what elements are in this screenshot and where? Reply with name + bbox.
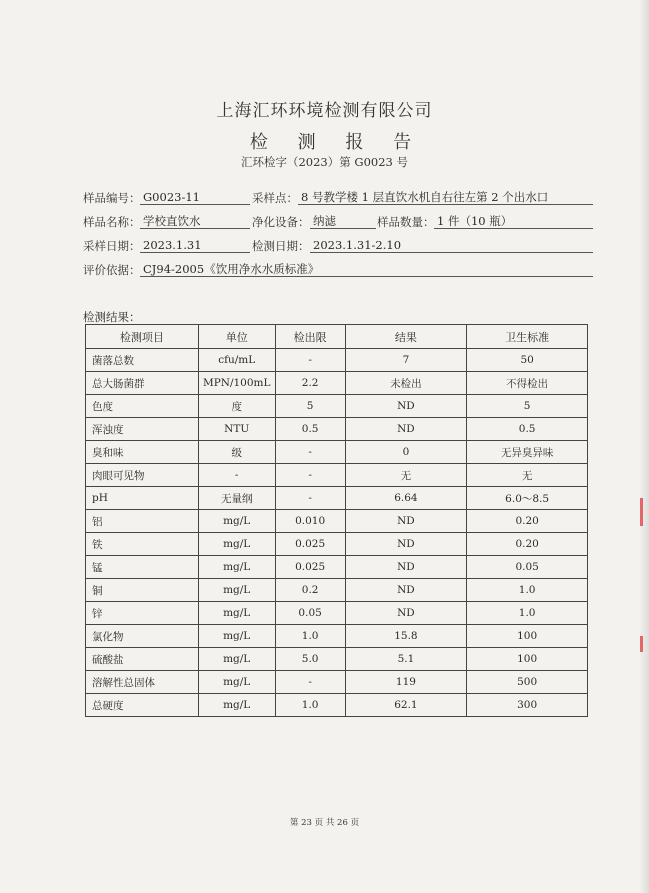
cell-result: 未检出 [345, 372, 467, 395]
cell-item: 铜 [86, 579, 199, 602]
cell-result: ND [345, 418, 467, 441]
cell-item: 臭和味 [86, 441, 199, 464]
test-date-value: 2023.1.31-2.10 [310, 238, 593, 253]
red-stamp-mark [640, 636, 643, 652]
cell-result: 5.1 [345, 648, 467, 671]
cell-unit: mg/L [198, 556, 275, 579]
table-row [86, 464, 588, 487]
cell-result: 0 [345, 441, 467, 464]
cell-item: 总硬度 [86, 694, 199, 717]
table-row [86, 579, 588, 602]
header-item: 检测项目 [86, 325, 199, 349]
header-unit: 单位 [198, 325, 275, 349]
sample-no-label: 样品编号： [83, 191, 141, 205]
cell-standard: 不得检出 [467, 372, 588, 395]
cell-standard: 无 [467, 464, 588, 487]
cell-standard: 300 [467, 694, 588, 717]
cell-detection-limit: 0.2 [275, 579, 345, 602]
cell-result: 15.8 [345, 625, 467, 648]
table-row [86, 694, 588, 717]
table-row [86, 418, 588, 441]
cell-result: 无 [345, 464, 467, 487]
results-table [85, 324, 588, 717]
results-label: 检测结果： [83, 310, 141, 324]
cell-item: 浑浊度 [86, 418, 199, 441]
cell-detection-limit: 2.2 [275, 372, 345, 395]
cell-standard: 1.0 [467, 602, 588, 625]
cell-item: 溶解性总固体 [86, 671, 199, 694]
sampling-date-label: 采样日期： [83, 239, 141, 253]
cell-detection-limit: - [275, 671, 345, 694]
cell-unit: MPN/100mL [198, 372, 275, 395]
cell-result: ND [345, 510, 467, 533]
table-row [86, 395, 588, 418]
cell-unit: mg/L [198, 510, 275, 533]
quantity-value: 1 件（10 瓶） [434, 214, 593, 229]
table-header-row [86, 325, 588, 349]
cell-standard: 50 [467, 349, 588, 372]
test-date-label: 检测日期： [252, 239, 310, 253]
cell-detection-limit: - [275, 487, 345, 510]
cell-standard: 0.05 [467, 556, 588, 579]
cell-standard: 5 [467, 395, 588, 418]
cell-detection-limit: 0.05 [275, 602, 345, 625]
header-result: 结果 [345, 325, 467, 349]
table-row [86, 510, 588, 533]
cell-unit: mg/L [198, 648, 275, 671]
cell-standard: 0.20 [467, 510, 588, 533]
cell-detection-limit: 1.0 [275, 694, 345, 717]
cell-detection-limit: 1.0 [275, 625, 345, 648]
cell-unit: mg/L [198, 602, 275, 625]
cell-standard: 1.0 [467, 579, 588, 602]
cell-unit: mg/L [198, 625, 275, 648]
cell-detection-limit: - [275, 464, 345, 487]
cell-result: ND [345, 579, 467, 602]
report-title: 检 测 报 告 [249, 132, 424, 153]
table-row [86, 372, 588, 395]
cell-unit: mg/L [198, 694, 275, 717]
sampling-point-value: 8 号教学楼 1 层直饮水机自右往左第 2 个出水口 [298, 190, 593, 205]
sampling-date-value: 2023.1.31 [140, 238, 250, 253]
cell-result: ND [345, 395, 467, 418]
cell-result: ND [345, 533, 467, 556]
table-row [86, 487, 588, 510]
purifier-label: 净化设备： [252, 215, 310, 229]
cell-detection-limit: 0.5 [275, 418, 345, 441]
sampling-point-label: 采样点： [252, 191, 298, 205]
cell-result: ND [345, 602, 467, 625]
cell-detection-limit: 0.025 [275, 556, 345, 579]
cell-item: 色度 [86, 395, 199, 418]
cell-unit: cfu/mL [198, 349, 275, 372]
cell-standard: 0.20 [467, 533, 588, 556]
table-row [86, 556, 588, 579]
cell-detection-limit: 5 [275, 395, 345, 418]
table-row [86, 648, 588, 671]
page-number: 第 23 页 共 26 页 [289, 818, 360, 828]
quantity-label: 样品数量： [377, 215, 435, 229]
cell-standard: 500 [467, 671, 588, 694]
page-edge [639, 0, 649, 893]
red-stamp-mark [640, 498, 643, 526]
cell-unit: - [198, 464, 275, 487]
cell-detection-limit: 0.010 [275, 510, 345, 533]
header-detection-limit: 检出限 [275, 325, 345, 349]
basis-label: 评价依据： [83, 263, 141, 277]
cell-unit: NTU [198, 418, 275, 441]
cell-detection-limit: - [275, 349, 345, 372]
header-standard: 卫生标准 [467, 325, 588, 349]
cell-unit: 级 [198, 441, 275, 464]
cell-unit: mg/L [198, 579, 275, 602]
cell-item: 锌 [86, 602, 199, 625]
table-row [86, 533, 588, 556]
purifier-value: 纳滤 [310, 214, 376, 229]
cell-unit: mg/L [198, 671, 275, 694]
cell-item: 铁 [86, 533, 199, 556]
cell-item: 锰 [86, 556, 199, 579]
cell-standard: 6.0～8.5 [467, 487, 588, 510]
cell-unit: 度 [198, 395, 275, 418]
basis-value: CJ94-2005《饮用净水水质标准》 [140, 262, 593, 277]
cell-result: ND [345, 556, 467, 579]
cell-item: 硫酸盐 [86, 648, 199, 671]
cell-result: 119 [345, 671, 467, 694]
sample-name-label: 样品名称： [83, 215, 141, 229]
cell-standard: 0.5 [467, 418, 588, 441]
table-row [86, 625, 588, 648]
cell-unit: mg/L [198, 533, 275, 556]
cell-item: pH [86, 487, 199, 510]
table-row [86, 441, 588, 464]
cell-standard: 100 [467, 648, 588, 671]
cell-detection-limit: 0.025 [275, 533, 345, 556]
sample-no-value: G0023-11 [140, 190, 250, 205]
cell-item: 菌落总数 [86, 349, 199, 372]
company-name: 上海汇环环境检测有限公司 [216, 101, 433, 121]
cell-standard: 100 [467, 625, 588, 648]
cell-result: 62.1 [345, 694, 467, 717]
cell-item: 铝 [86, 510, 199, 533]
cell-item: 肉眼可见物 [86, 464, 199, 487]
table-row [86, 349, 588, 372]
sample-name-value: 学校直饮水 [140, 214, 250, 229]
document-number: 汇环检字（2023）第 G0023 号 [240, 155, 409, 169]
cell-detection-limit: 5.0 [275, 648, 345, 671]
cell-item: 总大肠菌群 [86, 372, 199, 395]
table-row [86, 671, 588, 694]
cell-result: 6.64 [345, 487, 467, 510]
cell-item: 氯化物 [86, 625, 199, 648]
cell-detection-limit: - [275, 441, 345, 464]
table-row [86, 602, 588, 625]
cell-result: 7 [345, 349, 467, 372]
cell-unit: 无量纲 [198, 487, 275, 510]
cell-standard: 无异臭异味 [467, 441, 588, 464]
